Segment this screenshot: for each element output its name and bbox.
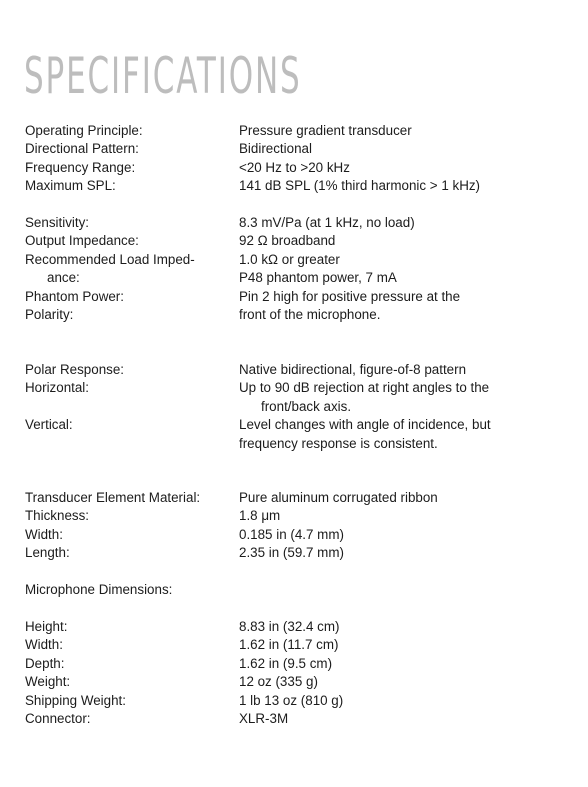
spec-label: Weight: [25, 674, 71, 690]
spec-value: Native bidirectional, figure-of-8 pattern [239, 362, 467, 377]
spec-label [25, 398, 239, 416]
spec-value: 92 Ω broadband [239, 233, 336, 249]
spec-value: Pressure gradient transducer [239, 123, 412, 138]
spec-group-general [25, 122, 565, 196]
spec-label: Shipping Weight: [25, 692, 126, 708]
spec-value: Bidirectional [239, 141, 312, 157]
spec-label: Sensitivity: [25, 215, 89, 230]
spec-value: 1.0 kΩ or greater [239, 251, 340, 267]
spec-label [25, 435, 239, 453]
spec-label: Connector: [25, 711, 91, 727]
spec-group-electrical [25, 214, 565, 324]
spec-values [239, 214, 539, 324]
dimensions-heading: Microphone Dimensions: [25, 582, 173, 597]
spec-value: 8.83 in (32.4 cm) [239, 619, 340, 634]
spec-group-dimensions [25, 618, 565, 728]
spec-label: Polar Response: [25, 362, 124, 377]
spec-label: Length: [25, 545, 70, 561]
spec-label: Output Impedance: [25, 233, 139, 249]
spec-group-transducer [25, 489, 565, 563]
spec-label: Thickness: [25, 508, 89, 524]
spec-label: Phantom Power: [25, 288, 124, 304]
spec-label: Depth: [25, 655, 65, 671]
spec-label: Horizontal: [25, 380, 90, 396]
spec-value: Pure aluminum corrugated ribbon [239, 490, 438, 505]
spec-value: 1.62 in (11.7 cm) [239, 637, 339, 653]
spec-labels [25, 214, 239, 324]
spec-value: frequency response is consistent. [239, 435, 438, 451]
spec-value: 0.185 in (4.7 mm) [239, 526, 344, 542]
spec-labels [25, 361, 239, 453]
spec-value: 1 lb 13 oz (810 g) [239, 692, 344, 708]
spec-group-polar [25, 361, 565, 453]
spec-value: <20 Hz to >20 kHz [239, 159, 350, 175]
spec-label: Directional Pattern: [25, 141, 139, 157]
spec-label: Maximum SPL: [25, 178, 116, 194]
spec-value: 1.8 μm [239, 508, 281, 524]
spec-value: 12 oz (335 g) [239, 674, 318, 690]
spec-label: Transducer Element Material: [25, 490, 201, 505]
spec-label: Width: [25, 637, 63, 653]
spec-label: Width: [25, 526, 63, 542]
spec-labels [25, 618, 239, 728]
spec-values [239, 489, 539, 563]
spec-labels [25, 122, 239, 196]
spec-value: XLR-3M [239, 711, 289, 727]
spec-value: 1.62 in (9.5 cm) [239, 655, 333, 671]
spec-value: front of the microphone. [239, 307, 381, 323]
spec-label: Height: [25, 619, 68, 634]
spec-label: Vertical: [25, 417, 73, 433]
spec-label: Recommended Load Imped- [25, 251, 195, 267]
spec-label: Polarity: [25, 307, 74, 323]
spec-labels [25, 489, 239, 563]
spec-values [239, 361, 539, 453]
spec-values [239, 122, 539, 196]
spec-value: 8.3 mV/Pa (at 1 kHz, no load) [239, 215, 415, 230]
spec-value: Up to 90 dB rejection at right angles to the [239, 380, 490, 396]
spec-value: Level changes with angle of incidence, but [239, 417, 491, 433]
spec-label: Frequency Range: [25, 159, 136, 175]
page-title: SPECIFICATIONS [24, 47, 302, 105]
spec-value: 2.35 in (59.7 mm) [239, 545, 344, 561]
spec-values [239, 618, 539, 728]
spec-label: ance: [47, 270, 80, 286]
spec-value: Pin 2 high for positive pressure at the [239, 288, 461, 304]
spec-label: Operating Principle: [25, 123, 143, 138]
spec-value: front/back axis. [261, 398, 352, 414]
spec-value: 141 dB SPL (1% third harmonic > 1 kHz) [239, 178, 481, 194]
spec-value: P48 phantom power, 7 mA [239, 270, 397, 286]
